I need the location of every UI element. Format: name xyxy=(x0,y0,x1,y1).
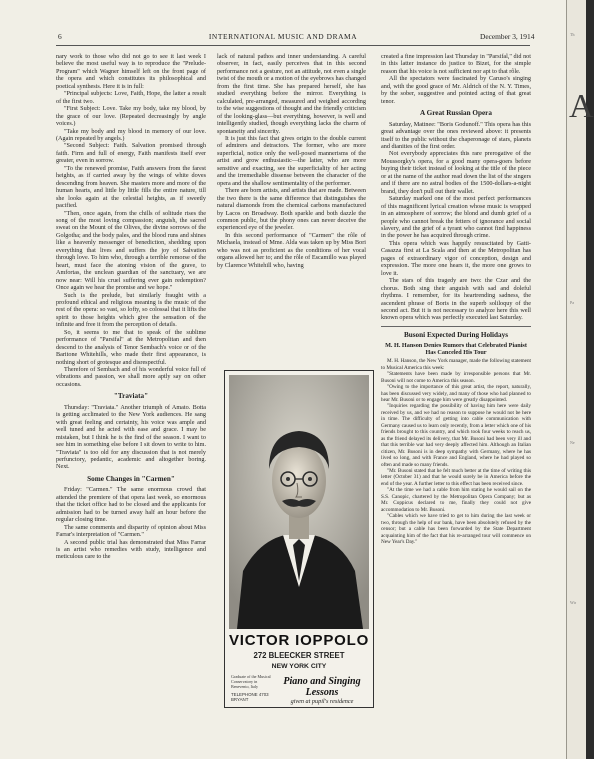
paragraph: The stars of this tragedy are two: the Czar and the chorus. Both sing their anguish with sad and doleful rhythms. I remember, for its heartrending sadness, the ascendent phrase of Boris in the superb soliloquy of the second act. But it is not necessary to analyze here this well known opera which was perfectly executed last Saturday. xyxy=(381,277,531,322)
paragraph: Saturday marked one of the most perfect performances of this magnificent lyrical creation whose music is wrapped in an atmosphere of sorrow; the blond and dumb grief of a people who cannot break the fetters of ignorance and social slavery, and the grief of a tyrant who cannot find happiness in the power he has acquired through crime. xyxy=(381,195,531,240)
issue-date: December 3, 1914 xyxy=(480,32,535,41)
paragraph: "Owing to the importance of this great artist, the report, naturally, has been discussed very widely, and many of those who had planned to hear Mr. Busoni or to engage him were greatly disappointed. xyxy=(381,384,531,404)
paragraph: M. H. Hanson, the New York manager, made the following statement to Musical America this week: xyxy=(381,358,531,371)
lessons-offered: Piano and Singing Lessons xyxy=(283,676,361,698)
paragraph: Thursday: "Traviata." Another triumph of Amato. Botta is getting acclimated to the New York audiences. He sang with great feeling and certainty, his voice was ample and well tuned and he acted with ease and grace. I may be mistaken, but I think he is the find of the season. I want to see him in something else before I sit down to write to him. "Traviata" is too old for any discussion that is not merely perfunctory, pedantic, academic and altogether boring. Next. xyxy=(56,403,206,471)
adjacent-page-edge xyxy=(566,0,594,759)
busoni-article-body xyxy=(381,358,531,545)
paragraph: "To the renewed promise, Faith answers from the farest heights, as if carried away by the wings of white doves descending from heaven. She masters more and more of the human hearts, and little by little fills the entire nature, till she looks again at the celestial heights, as if sweetly pacified. xyxy=(56,164,206,210)
advertiser-city: NEW YORK CITY xyxy=(271,663,327,670)
paragraph: "Mr. Busoni stated that he felt much better at the time of writing this letter (October 31) and that he would surely be in America before the end of the year. A further letter to this effect has been received since. xyxy=(381,468,531,487)
paragraph: "Second Subject: Faith. Salvation promised through faith. Firm and full of energy, Faith manifests itself ever greater, even in sorrow. xyxy=(56,142,206,165)
advertiser-name: VICTOR IOPPOLO xyxy=(228,632,370,649)
paragraph: "Statements have been made by irresponsible persons that Mr. Busoni will not come to America this season. xyxy=(381,371,531,384)
paragraph: "Cables which we have tried to get to him during the last week or two, through the help of our bank, have been absolutely refused by the censor; but a cable has been forwarded by the State Department acquainting him of the fact that his re-arranged tour will commence on New Year's Day." xyxy=(381,513,531,545)
paragraph: "At the time we had a cable from him stating he would sail on the S.S. Canopic, chartered by the Metropolitan Opera Company; but as Mr. Coppicus declared to me, finally they could not give accommodation to Mr. Busoni. xyxy=(381,487,531,513)
journal-name: INTERNATIONAL MUSIC AND DRAMA xyxy=(208,32,358,41)
adjacent-page-fragment: Wir xyxy=(570,600,577,605)
paragraph: created a fine impression last Thursday in "Parsifal," did not in this latter instance do justice to Bizet, for the simple reason that his voice is not sufficient nor apt to that rôle. xyxy=(381,53,531,75)
paragraph: "First Subject: Love. Take my body, take my blood, by the grace of our love. (Repeated decreasingly by angle voices.) xyxy=(56,105,206,128)
ioppolo-advertisement xyxy=(224,370,374,708)
column-3 xyxy=(381,53,531,545)
portrait-photo xyxy=(229,375,369,629)
advertiser-credential: Graduate of the Musical Conservatory in Benevento, Italy xyxy=(231,674,271,689)
paragraph: Not everybody appreciates this rare prerogative of the Moussorgky's opera, for a good many opera-goers before buying their ticket instead of looking at the title of the piece or at the name of the author read down the list of the singers and if there are no astral bodies of the 1500-dollars-a-night brand, they don't pull out their wallet. xyxy=(381,150,531,195)
paragraph: nary work to those who did not go to see it last week I believe the most useful way is to reproduce the "Prelude-Program" which Wagner himself left on the front page of the opera and which constitutes its philosophical and poetical synthesis. Here it is in full: xyxy=(56,53,206,90)
paragraph: Friday: "Carmen." The same enormous crowd that attended the premiere of that opera last week, so enormous that the ticket office had to be closed and the applicants for admission had to be turned away half an hour before the regular closing time. xyxy=(56,486,206,524)
section-heading-busoni: Busoni Expected During Holidays xyxy=(403,330,509,339)
adjacent-page-fragment: Ne xyxy=(570,440,575,445)
paragraph: Such is the prelude, but similarly fraught with a profound ethical and religious meaning is the music of the rest of the opera: so vast, so lofty, so colossal that it lifts the spirit to those heights which give the sensation of the infinite and free it from the perception of details. xyxy=(56,291,206,329)
paragraph: It is just this fact that gives origin to the double current of admirers and detractors. The former, who are more superficial, notice only the well-posed mannerisms of the artist and grow enthusiastic—the latter, who are more sensitive and exacting, see the superficiality of her acting and the irremediable dissense between the character of the opera and the shallow sentimentality of the performer. xyxy=(217,134,366,187)
section-heading-traviata: "Traviata" xyxy=(113,392,149,401)
paragraph: The same comments and disparity of opinion about Miss Farrar's interpretation of "Carmen." xyxy=(56,523,206,539)
paragraph: lack of natural pathos and inner understanding. A careful observer, in fact, easily perceives that in this second performance not a gesture, not an attitude, not even a single twist of the mouth or a motion of the eyebrows has changed from the first time. She has prepared herself, she has studied everything before the mirror. Everything is calculated, pre-arranged, measured and weighed according to the wise suggestions of thought and the friendly criticism of the looking-glass—but everything, however, is well and intelligently studied, though everything lacks the charm of spontaneity and sincerity. xyxy=(217,53,366,135)
paragraph: "Then, once again, from the chills of solitude rises the song of the most loving compassion; anguish, the sacred sweat on the Mount of the Olives, the divine sorrows of the Golgotha; and the body pales, and the blood runs and shines like a heavenly messenger of benediction, shedding upon everything that lives and suffers the joy of Salvation through love. To him who, through a terrible remorse of the heart, must face the atoning vision of the grave, to Amfortas, the unclean guardian of the sanctuary, we are now near: Will his cruel suffering ever gain redemption? Once again we hear the promise and we hope." xyxy=(56,209,206,292)
paragraph: In this second performance of "Carmen" the rôle of Michaela, instead of Mme. Alda was taken up by Miss Bori who was not as proficient as the conditions of her vocal organs allowed her to; and the rôle of Escamillo was played by Clarence Whitehill who, having xyxy=(217,231,366,269)
page-number: 6 xyxy=(58,32,62,41)
advertiser-telephone: TELEPHONE 4703 BRYANT xyxy=(231,692,269,702)
advertiser-street: 272 BLEECKER STREET xyxy=(253,651,345,660)
paragraph: So, it seems to me that to speak of the sublime performance of "Parsifal" at the Metropolitan and then descend to the analysis of Tenor Sembach's voice or of the Baritone Whitehills, who made their first appearance, is nothing short of grotesque and disrespectful. xyxy=(56,328,206,366)
parsifal-article-continued xyxy=(56,53,206,388)
lessons-note: given at pupil's residence xyxy=(290,698,354,705)
header-rule xyxy=(56,45,530,46)
paragraph: There are born artists, and artists that are made. Between the two there is the same difference that distinguishes the natural diamonds from the chemical carbons manufactured by Lacos on Broadway. Both sparkle and both dazzle the common public, but the phony ones can never deceive the experienced eye of the jeweler. xyxy=(217,187,366,232)
column-1 xyxy=(56,53,206,561)
adjacent-page-fragment: Pa xyxy=(570,300,574,305)
paragraph: Saturday, Matinee: "Boris Godunoff." This opera has this great advantage over the ones reviewed above: it presents itself to the public without the chaperonage of stars, planets and dianities of the first order. xyxy=(381,120,531,150)
column-2 xyxy=(217,53,366,269)
paragraph: A second public trial has demonstrated that Miss Farrar is an artist who remedies with study, intelligence and meticulous care to the xyxy=(56,538,206,561)
paragraph: "Take my body and my blood in memory of our love. (Again repeated by angels.) xyxy=(56,127,206,142)
paragraph: "Inquiries regarding the possibility of having him here were daily received by us, and we had no reason to suppose he would not be here in time. The difficulty of getting into cable communication with Germany caused us to learn only recently, from a letter which one of his friends brought to this country, and which took four weeks to reach us, as the friend delayed its delivery, that Mr. Busoni had been very ill and that this terrible war had very deeply affected him. Although an Italian citizen, Mr. Busoni is in deep sympathy with Germany, where he has lived so long, and with France and England, where he had played so often and made so many friends. xyxy=(381,403,531,468)
paragraph: "Principal subjects: Love, Faith, Hope, the latter a result of the first two. xyxy=(56,90,206,105)
section-heading-russian-opera: A Great Russian Opera xyxy=(420,109,492,118)
paragraph: This opera which was happily resuscitated by Gatti-Casazza first at La Scala and then at the Metropolitan has pages of extraordinary vigor of conception, design and expression. The more one hears it, the more one grows to love it. xyxy=(381,239,531,277)
column-rule xyxy=(381,326,531,327)
paragraph: All the spectators were fascinated by Caruso's singing and, with the good grace of Mr. Aldrich of the N. Y. Times, by the sober, suggestive and pointed acting of that great tenor. xyxy=(381,75,531,105)
section-subheading-busoni: M. H. Hanson Denies Rumors that Celebrated Pianist Has Canceled His Tour xyxy=(385,342,527,357)
section-heading-carmen: Some Changes in "Carmen" xyxy=(87,474,175,483)
adjacent-page-big-letter: A xyxy=(569,88,594,125)
adjacent-page-fragment: Th xyxy=(570,32,575,37)
paragraph: Therefore of Sembach and of his wonderful voice full of vibrations and passion, we shall more aptly say on other occasions. xyxy=(56,366,206,388)
